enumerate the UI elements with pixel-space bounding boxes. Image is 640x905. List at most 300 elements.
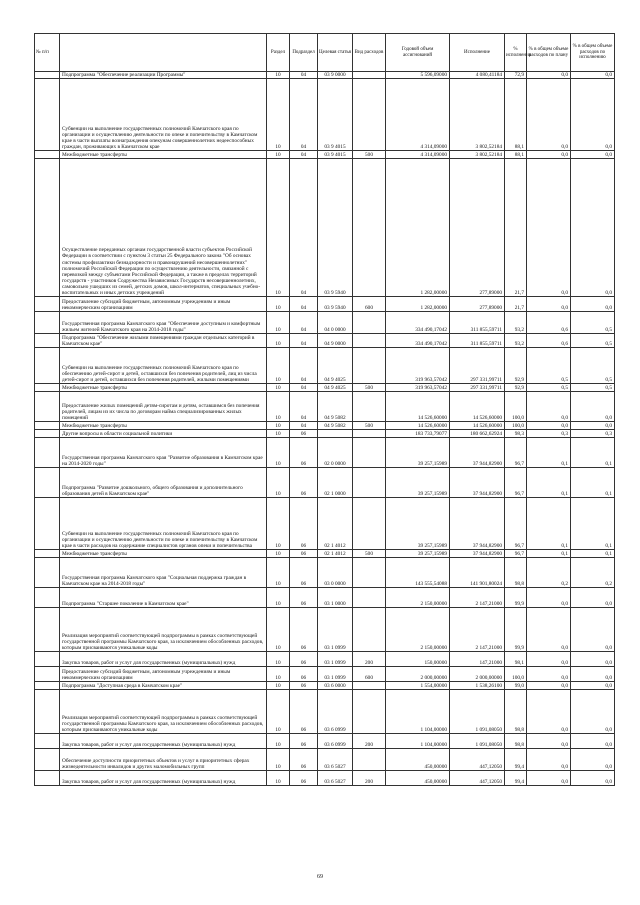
cell-razdel: 10 <box>267 771 290 786</box>
cell-razdel: 10 <box>267 558 290 588</box>
cell-num <box>35 312 60 334</box>
cell-share-plan: 0,1 <box>527 438 571 468</box>
cell-share-ispoln: 0,0 <box>571 151 615 159</box>
cell-share-plan: 0,0 <box>527 690 571 734</box>
header-share-ispoln: % в общем объеме расходов по исполнению <box>571 34 615 72</box>
cell-share-ispoln: 0,0 <box>571 72 615 79</box>
cell-vr <box>353 438 386 468</box>
cell-name: Подпрограмма "Развитие дошкольного, общего образования и дополнительного образования детей в Камчатском крае" <box>60 468 267 498</box>
cell-share-ispoln: 0,0 <box>571 392 615 422</box>
cell-num <box>35 422 60 430</box>
cell-ispoln: 3 802,52184 <box>450 151 505 159</box>
cell-pct: 96,7 <box>505 468 527 498</box>
cell-pct: 100,0 <box>505 667 527 682</box>
cell-razdel: 10 <box>267 348 290 384</box>
cell-plan: 39 257,15989 <box>386 498 450 550</box>
cell-name: Межбюджетные трансферты <box>60 151 267 159</box>
table-row <box>35 159 615 297</box>
cell-num <box>35 79 60 151</box>
cell-num <box>35 468 60 498</box>
cell-num <box>35 392 60 422</box>
cell-vr <box>353 159 386 297</box>
cell-razdel: 10 <box>267 151 290 159</box>
cell-csr: 02 1 0000 <box>318 468 353 498</box>
cell-share-ispoln: 0,3 <box>571 430 615 438</box>
header-share-plan: % в общем объеме расходов по плану <box>527 34 571 72</box>
cell-plan: 14 526,60000 <box>386 422 450 430</box>
cell-vr <box>353 430 386 438</box>
cell-csr: 02 1 4012 <box>318 550 353 558</box>
cell-podrazdel: 06 <box>290 550 318 558</box>
cell-plan: 39 257,15989 <box>386 550 450 558</box>
header-vr: Вид расходов <box>353 34 386 72</box>
cell-share-plan: 0,0 <box>527 422 571 430</box>
page-number: 69 <box>317 874 323 880</box>
table-row <box>35 608 615 652</box>
cell-name: Предоставление жилых помещений детям-сиротам и детям, оставшимся без попечения родителей, лицам из их числа по договорам найма специализированных жилых помещений <box>60 392 267 422</box>
cell-share-ispoln: 0,1 <box>571 498 615 550</box>
table-row <box>35 297 615 312</box>
cell-razdel: 10 <box>267 749 290 771</box>
cell-name: Закупка товаров, работ и услуг для государственных (муниципальных) нужд <box>60 771 267 786</box>
table-row <box>35 652 615 667</box>
cell-name: Закупка товаров, работ и услуг для государственных (муниципальных) нужд <box>60 734 267 749</box>
cell-num <box>35 550 60 558</box>
table-row <box>35 771 615 786</box>
cell-razdel: 10 <box>267 422 290 430</box>
cell-ispoln: 37 944,82900 <box>450 468 505 498</box>
cell-ispoln: 297 331,99711 <box>450 384 505 392</box>
cell-name: Государственная программа Камчатского края "Развитие образования в Камчатском крае на 2014-2020 годы" <box>60 438 267 468</box>
cell-num <box>35 771 60 786</box>
cell-name: Подпрограмма "Обеспечение реализации Программы" <box>60 72 267 79</box>
cell-csr: 03 9 4015 <box>318 151 353 159</box>
cell-share-plan: 0,1 <box>527 468 571 498</box>
cell-pct: 96,7 <box>505 550 527 558</box>
cell-share-plan: 0,0 <box>527 734 571 749</box>
cell-plan: 4 314,09000 <box>386 79 450 151</box>
cell-share-ispoln: 0,5 <box>571 334 615 348</box>
cell-podrazdel: 06 <box>290 588 318 608</box>
cell-vr <box>353 334 386 348</box>
cell-share-ispoln: 0,0 <box>571 79 615 151</box>
cell-podrazdel: 04 <box>290 384 318 392</box>
cell-share-ispoln: 0,0 <box>571 667 615 682</box>
cell-csr: 02 1 4012 <box>318 498 353 550</box>
table-row <box>35 667 615 682</box>
cell-plan: 5 596,09000 <box>386 72 450 79</box>
cell-share-plan: 0,0 <box>527 297 571 312</box>
cell-name: Осуществление переданных органам государственной власти субъектов Российской Федерации в соответствии с пунктом 3 статьи 25 Федерального закона "Об основах системы профилактики безнадзорности и правонарушений несовершеннолетних" полномочий Российской Федерации по осуществлению деятельности, связанной с перевозкой между субъектами Российской Федерации, а также в пределах территорий государств - участников Содружества Независимых Государств несовершеннолетних, самовольно ушедших из семей, детских домов, школ-интернатов, специальных учебно-воспитательных и иных детских учреждений <box>60 159 267 297</box>
cell-num <box>35 682 60 690</box>
cell-csr: 03 9 5940 <box>318 297 353 312</box>
cell-razdel: 10 <box>267 438 290 468</box>
cell-ispoln: 2 147,21000 <box>450 588 505 608</box>
cell-podrazdel: 06 <box>290 690 318 734</box>
cell-share-ispoln: 0,0 <box>571 588 615 608</box>
cell-pct: 100,0 <box>505 392 527 422</box>
cell-vr <box>353 468 386 498</box>
cell-plan: 1 104,00000 <box>386 690 450 734</box>
table-row <box>35 682 615 690</box>
cell-csr: 03 9 5940 <box>318 159 353 297</box>
table-row <box>35 550 615 558</box>
cell-share-ispoln: 0,0 <box>571 771 615 786</box>
cell-razdel: 10 <box>267 690 290 734</box>
cell-share-ispoln: 0,1 <box>571 550 615 558</box>
cell-plan: 39 257,15989 <box>386 468 450 498</box>
cell-csr: 04 9 4025 <box>318 384 353 392</box>
cell-num <box>35 438 60 468</box>
cell-vr <box>353 588 386 608</box>
cell-plan: 39 257,15989 <box>386 438 450 468</box>
cell-podrazdel: 04 <box>290 297 318 312</box>
cell-pct: 99,9 <box>505 588 527 608</box>
cell-podrazdel: 06 <box>290 771 318 786</box>
cell-pct: 93,2 <box>505 334 527 348</box>
table-row <box>35 151 615 159</box>
cell-num <box>35 334 60 348</box>
cell-ispoln: 1 091,08050 <box>450 734 505 749</box>
table-row <box>35 468 615 498</box>
cell-podrazdel: 04 <box>290 72 318 79</box>
cell-razdel: 10 <box>267 468 290 498</box>
cell-plan: 143 555,54088 <box>386 558 450 588</box>
cell-podrazdel: 04 <box>290 151 318 159</box>
cell-pct: 88,1 <box>505 79 527 151</box>
cell-podrazdel: 06 <box>290 734 318 749</box>
cell-pct: 92,9 <box>505 384 527 392</box>
cell-razdel: 10 <box>267 159 290 297</box>
cell-share-ispoln: 0,0 <box>571 297 615 312</box>
budget-table-page <box>34 33 614 786</box>
table-row <box>35 422 615 430</box>
cell-ispoln: 37 944,82900 <box>450 498 505 550</box>
cell-share-ispoln: 0,0 <box>571 422 615 430</box>
cell-razdel: 10 <box>267 652 290 667</box>
table-row <box>35 334 615 348</box>
cell-share-plan: 0,0 <box>527 159 571 297</box>
cell-name: Межбюджетные трансферты <box>60 422 267 430</box>
budget-table <box>34 33 615 786</box>
cell-podrazdel: 06 <box>290 652 318 667</box>
cell-podrazdel: 04 <box>290 392 318 422</box>
cell-share-ispoln: 0,1 <box>571 438 615 468</box>
cell-name: Государственная программа Камчатского края "Социальная поддержка граждан в Камчатском крае на 2014-2018 годы" <box>60 558 267 588</box>
cell-name: Межбюджетные трансферты <box>60 384 267 392</box>
cell-vr: 500 <box>353 384 386 392</box>
cell-share-ispoln: 0,0 <box>571 734 615 749</box>
cell-plan: 2 150,00000 <box>386 588 450 608</box>
table-row <box>35 734 615 749</box>
cell-share-plan: 0,0 <box>527 151 571 159</box>
cell-vr <box>353 682 386 690</box>
cell-podrazdel: 04 <box>290 159 318 297</box>
cell-vr: 500 <box>353 151 386 159</box>
cell-ispoln: 37 944,82900 <box>450 550 505 558</box>
cell-num <box>35 151 60 159</box>
cell-ispoln: 2 147,21000 <box>450 608 505 652</box>
cell-pct: 98,8 <box>505 690 527 734</box>
table-row <box>35 312 615 334</box>
cell-vr <box>353 392 386 422</box>
cell-vr <box>353 72 386 79</box>
cell-pct: 96,7 <box>505 438 527 468</box>
header-podrazdel: Подраздел <box>290 34 318 72</box>
cell-share-ispoln: 0,1 <box>571 468 615 498</box>
table-row <box>35 384 615 392</box>
cell-pct: 72,9 <box>505 72 527 79</box>
cell-share-plan: 0,0 <box>527 608 571 652</box>
cell-ispoln: 277,89000 <box>450 297 505 312</box>
cell-vr <box>353 749 386 771</box>
cell-ispoln: 1 538,26100 <box>450 682 505 690</box>
cell-num <box>35 690 60 734</box>
cell-share-ispoln: 0,0 <box>571 682 615 690</box>
cell-name: Субвенции на выполнение государственных полномочий Камчатского края по обеспечению детей-сирот и детей, оставшихся без попечения родителей, лиц из числа детей-сирот и детей, оставшихся без попечения родителей, жилыми помещениями <box>60 348 267 384</box>
cell-razdel: 10 <box>267 392 290 422</box>
cell-num <box>35 72 60 79</box>
table-row <box>35 558 615 588</box>
table-row <box>35 392 615 422</box>
cell-pct: 21,7 <box>505 159 527 297</box>
cell-ispoln: 3 802,52184 <box>450 79 505 151</box>
cell-share-ispoln: 0,2 <box>571 558 615 588</box>
cell-csr: 03 0 0000 <box>318 558 353 588</box>
cell-podrazdel: 06 <box>290 667 318 682</box>
cell-share-plan: 0,1 <box>527 498 571 550</box>
cell-pct: 99,4 <box>505 749 527 771</box>
cell-name: Закупка товаров, работ и услуг для государственных (муниципальных) нужд <box>60 652 267 667</box>
cell-share-plan: 0,5 <box>527 348 571 384</box>
cell-plan: 334 490,17042 <box>386 312 450 334</box>
cell-plan: 450,00000 <box>386 771 450 786</box>
cell-podrazdel: 06 <box>290 468 318 498</box>
cell-share-ispoln: 0,5 <box>571 312 615 334</box>
cell-razdel: 10 <box>267 734 290 749</box>
cell-razdel: 10 <box>267 498 290 550</box>
header-ispoln: Исполнение <box>450 34 505 72</box>
cell-share-plan: 0,0 <box>527 79 571 151</box>
cell-podrazdel: 06 <box>290 430 318 438</box>
cell-razdel: 10 <box>267 334 290 348</box>
cell-csr: 03 6 0000 <box>318 682 353 690</box>
cell-razdel: 10 <box>267 79 290 151</box>
cell-share-plan: 0,5 <box>527 384 571 392</box>
cell-plan: 319 963,57042 <box>386 348 450 384</box>
cell-share-plan: 0,0 <box>527 72 571 79</box>
cell-share-plan: 0,3 <box>527 430 571 438</box>
cell-pct: 99,0 <box>505 682 527 690</box>
cell-share-plan: 0,0 <box>527 771 571 786</box>
cell-pct: 98,8 <box>505 734 527 749</box>
cell-share-ispoln: 0,0 <box>571 749 615 771</box>
cell-name: Реализация мероприятий соответствующей подпрограммы в рамках соответствующей государственной программы Камчатского края, за исключением обособленных расходов, которым присваиваются уникальные коды <box>60 690 267 734</box>
cell-vr <box>353 79 386 151</box>
cell-num <box>35 608 60 652</box>
cell-podrazdel: 06 <box>290 682 318 690</box>
table-row <box>35 430 615 438</box>
cell-plan: 4 314,09000 <box>386 151 450 159</box>
cell-share-plan: 0,0 <box>527 392 571 422</box>
cell-csr: 03 9 0000 <box>318 72 353 79</box>
cell-share-plan: 0,0 <box>527 652 571 667</box>
cell-podrazdel: 06 <box>290 498 318 550</box>
cell-name: Подпрограмма "Старшее поколение в Камчатском крае" <box>60 588 267 608</box>
table-row <box>35 438 615 468</box>
header-name <box>60 34 267 72</box>
cell-pct: 98,1 <box>505 652 527 667</box>
cell-vr: 200 <box>353 771 386 786</box>
cell-csr: 04 9 5082 <box>318 422 353 430</box>
cell-name: Другие вопросы в области социальной политики <box>60 430 267 438</box>
cell-share-plan: 0,2 <box>527 558 571 588</box>
table-row <box>35 72 615 79</box>
cell-plan: 2 150,00000 <box>386 608 450 652</box>
cell-podrazdel: 04 <box>290 422 318 430</box>
cell-pct: 99,4 <box>505 771 527 786</box>
cell-razdel: 10 <box>267 667 290 682</box>
cell-vr <box>353 312 386 334</box>
cell-vr: 200 <box>353 652 386 667</box>
table-row <box>35 588 615 608</box>
cell-name: Субвенции на выполнение государственных полномочий Камчатского края по организации и осуществлению деятельности по опеке и попечительству в Камчатском крае в части расходов на содержание специалистов органов опеки и попечительства <box>60 498 267 550</box>
cell-ispoln: 277,89000 <box>450 159 505 297</box>
cell-ispoln: 311 855,59711 <box>450 312 505 334</box>
cell-podrazdel: 06 <box>290 438 318 468</box>
cell-podrazdel: 04 <box>290 334 318 348</box>
cell-podrazdel: 04 <box>290 348 318 384</box>
cell-csr: 03 6 0999 <box>318 690 353 734</box>
cell-ispoln: 297 331,99711 <box>450 348 505 384</box>
table-row <box>35 79 615 151</box>
cell-csr <box>318 430 353 438</box>
cell-name: Межбюджетные трансферты <box>60 550 267 558</box>
cell-csr: 04 0 0000 <box>318 312 353 334</box>
cell-podrazdel: 06 <box>290 608 318 652</box>
cell-pct: 98,8 <box>505 558 527 588</box>
cell-pct: 88,1 <box>505 151 527 159</box>
cell-plan: 2 000,00000 <box>386 667 450 682</box>
cell-razdel: 10 <box>267 588 290 608</box>
cell-plan: 1 282,00000 <box>386 159 450 297</box>
header-plan: Годовой объем ассигнований <box>386 34 450 72</box>
header-pct: % исполнения <box>505 34 527 72</box>
cell-pct: 99,9 <box>505 608 527 652</box>
cell-vr <box>353 498 386 550</box>
cell-csr: 04 9 0000 <box>318 334 353 348</box>
cell-podrazdel: 06 <box>290 558 318 588</box>
cell-razdel: 10 <box>267 550 290 558</box>
cell-vr: 200 <box>353 734 386 749</box>
cell-podrazdel: 04 <box>290 312 318 334</box>
cell-share-plan: 0,0 <box>527 588 571 608</box>
cell-vr: 500 <box>353 422 386 430</box>
cell-plan: 1 104,00000 <box>386 734 450 749</box>
cell-num <box>35 558 60 588</box>
cell-share-plan: 0,6 <box>527 334 571 348</box>
cell-name: Предоставление субсидий бюджетным, автономным учреждениям и иным некоммерческим организациям <box>60 297 267 312</box>
table-row <box>35 690 615 734</box>
table-row <box>35 749 615 771</box>
cell-razdel: 10 <box>267 312 290 334</box>
cell-ispoln: 14 526,60000 <box>450 392 505 422</box>
cell-num <box>35 430 60 438</box>
cell-pct: 93,2 <box>505 312 527 334</box>
cell-num <box>35 297 60 312</box>
cell-csr: 03 6 5027 <box>318 771 353 786</box>
cell-num <box>35 749 60 771</box>
cell-num <box>35 348 60 384</box>
cell-num <box>35 159 60 297</box>
cell-vr <box>353 690 386 734</box>
cell-plan: 1 554,00000 <box>386 682 450 690</box>
cell-share-ispoln: 0,0 <box>571 690 615 734</box>
cell-ispoln: 141 901,80024 <box>450 558 505 588</box>
cell-num <box>35 667 60 682</box>
table-body <box>35 72 615 786</box>
header-csr: Целевая статья <box>318 34 353 72</box>
cell-razdel: 10 <box>267 430 290 438</box>
cell-name: Реализация мероприятий соответствующей подпрограммы в рамках соответствующей государственной программы Камчатского края, за исключением обособленных расходов, которым присваиваются уникальные коды <box>60 608 267 652</box>
cell-ispoln: 447,12050 <box>450 771 505 786</box>
cell-csr: 03 1 0999 <box>318 667 353 682</box>
cell-razdel: 10 <box>267 297 290 312</box>
cell-share-plan: 0,0 <box>527 667 571 682</box>
cell-share-ispoln: 0,0 <box>571 608 615 652</box>
cell-pct: 21,7 <box>505 297 527 312</box>
cell-csr: 03 6 5027 <box>318 749 353 771</box>
cell-ispoln: 311 855,59711 <box>450 334 505 348</box>
cell-vr: 500 <box>353 550 386 558</box>
cell-csr: 03 6 0999 <box>318 734 353 749</box>
cell-share-ispoln: 0,5 <box>571 348 615 384</box>
table-row <box>35 348 615 384</box>
cell-csr: 03 1 0999 <box>318 652 353 667</box>
cell-podrazdel: 06 <box>290 749 318 771</box>
cell-share-ispoln: 0,0 <box>571 159 615 297</box>
cell-share-plan: 0,1 <box>527 550 571 558</box>
cell-share-ispoln: 0,5 <box>571 384 615 392</box>
cell-csr: 02 0 0000 <box>318 438 353 468</box>
cell-pct: 92,9 <box>505 348 527 384</box>
cell-name: Подпрограмма "Обеспечение жилыми помещениями граждан отдельных категорий в Камчатском крае" <box>60 334 267 348</box>
cell-name: Обеспечение доступности приоритетных объектов и услуг в приоритетных сферах жизнедеятельности инвалидов и других маломобильных групп <box>60 749 267 771</box>
cell-num <box>35 734 60 749</box>
cell-name: Субвенции на выполнение государственных полномочий Камчатского края по организации и осуществлению деятельности по опеке и попечительству в Камчатском крае в части выплаты вознаграждения опекунам совершеннолетних недееспособных граждан, проживающих в Камчатском крае <box>60 79 267 151</box>
cell-num <box>35 384 60 392</box>
cell-pct: 96,7 <box>505 498 527 550</box>
table-row <box>35 498 615 550</box>
cell-name: Подпрограмма "Доступная среда в Камчатском крае" <box>60 682 267 690</box>
cell-plan: 150,00000 <box>386 652 450 667</box>
cell-plan: 1 282,00000 <box>386 297 450 312</box>
cell-vr <box>353 608 386 652</box>
cell-ispoln: 1 091,08050 <box>450 690 505 734</box>
table-header-row <box>35 34 615 72</box>
cell-vr <box>353 558 386 588</box>
cell-ispoln: 447,12050 <box>450 749 505 771</box>
cell-razdel: 10 <box>267 608 290 652</box>
cell-ispoln: 4 080,41184 <box>450 72 505 79</box>
cell-razdel: 10 <box>267 72 290 79</box>
cell-vr: 600 <box>353 297 386 312</box>
cell-name: Предоставление субсидий бюджетным, автономным учреждениям и иным некоммерческим организациям <box>60 667 267 682</box>
cell-csr: 03 9 4015 <box>318 79 353 151</box>
cell-pct: 100,0 <box>505 422 527 430</box>
cell-razdel: 10 <box>267 384 290 392</box>
cell-plan: 450,00000 <box>386 749 450 771</box>
